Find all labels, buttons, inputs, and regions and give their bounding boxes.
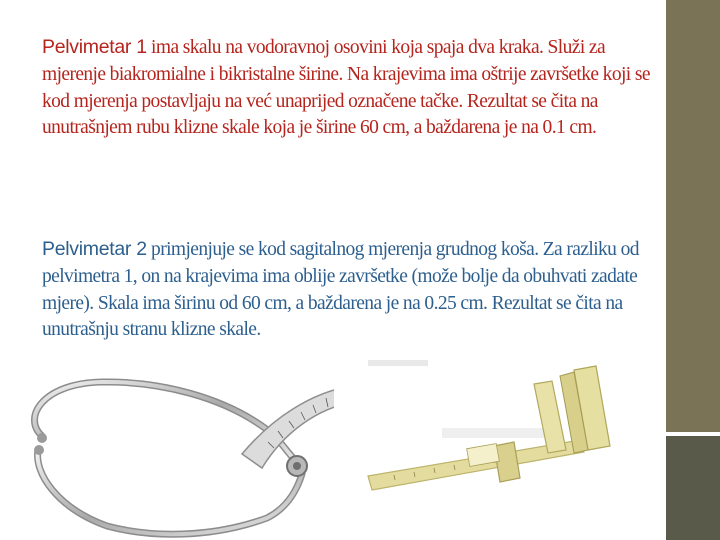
decorative-sidebar-gap <box>666 432 720 436</box>
pelvimeter-calipers-photo <box>12 378 358 540</box>
term-pelvimetar-1: Pelvimetar 1 <box>42 36 147 58</box>
paragraph-2-text: primjenjuje se kod sagitalnog mjerenja grudnog koša. Za razliku od pelvimetra 1, on na krajevima ima oblije završetke (može bolje da obuhvati zadate mjere). Skala ima širinu od 60 cm, a baždarena je na 0.25 cm. Rezultat se čita na unutrašnju stranu klizne skale. <box>42 239 639 341</box>
sliding-caliper-photo <box>334 354 630 520</box>
paragraph-pelvimetar-1 <box>42 34 652 142</box>
decorative-sidebar-top <box>666 0 720 432</box>
term-pelvimetar-2: Pelvimetar 2 <box>42 238 147 260</box>
decorative-sidebar-bottom <box>666 432 720 540</box>
paragraph-1-text: ima skalu na vodoravnoj osovini koja spaja dva kraka. Služi za mjerenje biakromialne i bikristalne širine. Na krajevima ima oštrije završetke koji se kod mjerenja postavljaju na već unaprijed označene tačke. Rezultat se čita na unutrašnjem rubu klizne skale koja je širine 60 cm, a baždarena je na 0.1 cm. <box>42 37 650 139</box>
paragraph-pelvimetar-2 <box>42 236 652 344</box>
sliding-caliper-photo-frame <box>334 354 630 520</box>
